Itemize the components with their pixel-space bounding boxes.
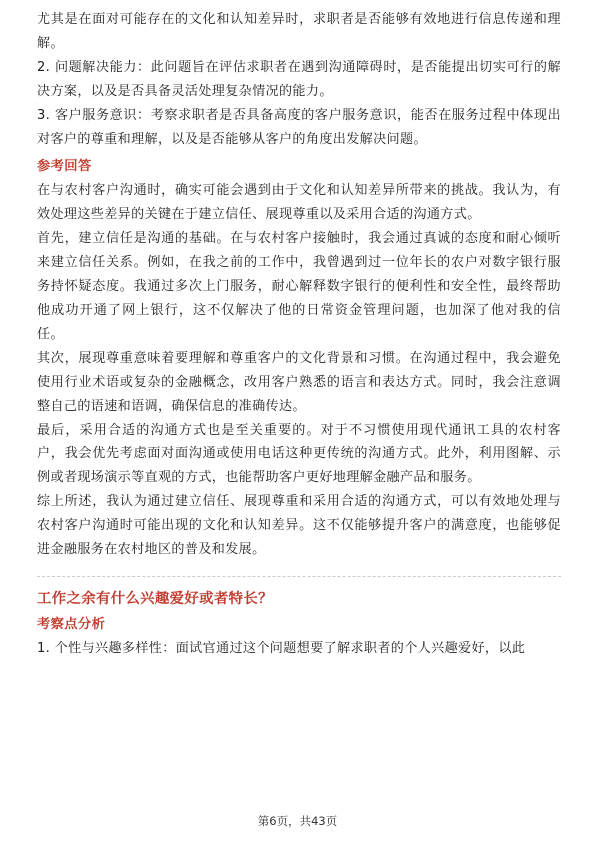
assessment-point-2: 2. 问题解决能力：此问题旨在评估求职者在遇到沟通障碍时，是否能提出切实可行的解决方案，以及是否具备灵活处理复杂情况的能力。 [37, 59, 561, 99]
next-question-title: 工作之余有什么兴趣爱好或者特长？ [37, 590, 273, 607]
answer-intro-paragraph: 在与农村客户沟通时，确实可能会遇到由于文化和认知差异所带来的挑战。我认为，有效处理这些差异的关键在于建立信任、展现尊重以及采用合适的沟通方式。 [37, 183, 561, 223]
answer-summary-paragraph: 综上所述，我认为通过建立信任、展现尊重和采用合适的沟通方式，可以有效地处理与农村客户沟通时可能出现的文化和认知差异。这不仅能够提升客户的满意度，也能够促进金融服务在农村地区的普及和发展。 [37, 494, 561, 558]
analysis-label: 考察点分析 [37, 616, 106, 632]
answer-second-paragraph: 其次，展现尊重意味着要理解和尊重客户的文化背景和习惯。在沟通过程中，我会避免使用行业术语或复杂的金融概念，改用客户熟悉的语言和表达方式。同时，我会注意调整自己的语速和语调，确保信息的准确传达。 [37, 350, 561, 414]
page-content [37, 8, 561, 661]
reference-answer-label: 参考回答 [37, 159, 92, 175]
intro-paragraph: 尤其是在面对可能存在的文化和认知差异时，求职者是否能够有效地进行信息传递和理解。 [37, 12, 561, 51]
answer-last-paragraph: 最后，采用合适的沟通方式也是至关重要的。对于不习惯使用现代通讯工具的农村客户，我会优先考虑面对面沟通或使用电话这种更传统的沟通方式。此外，利用图解、示例或者现场演示等直观的方式，也能帮助客户更好地理解金融产品和服务。 [37, 422, 561, 486]
analysis-point-1: 1. 个性与兴趣多样性：面试官通过这个问题想要了解求职者的个人兴趣爱好，以此 [37, 640, 526, 656]
section-divider [37, 576, 561, 577]
answer-first-paragraph: 首先，建立信任是沟通的基础。在与农村客户接触时，我会通过真诚的态度和耐心倾听来建立信任关系。例如，在我之前的工作中，我曾遇到过一位年长的农户对数字银行服务持怀疑态度。我通过多次上门服务，耐心解释数字银行的便利性和安全性，最终帮助他成功开通了网上银行，这不仅解决了他的日常资金管理问题，也加深了他对我的信任。 [37, 231, 561, 342]
assessment-point-3: 3. 客户服务意识：考察求职者是否具备高度的客户服务意识，能否在服务过程中体现出对客户的尊重和理解，以及是否能够从客户的角度出发解决问题。 [37, 107, 561, 147]
page-footer: 第6页，共43页 [257, 814, 338, 828]
